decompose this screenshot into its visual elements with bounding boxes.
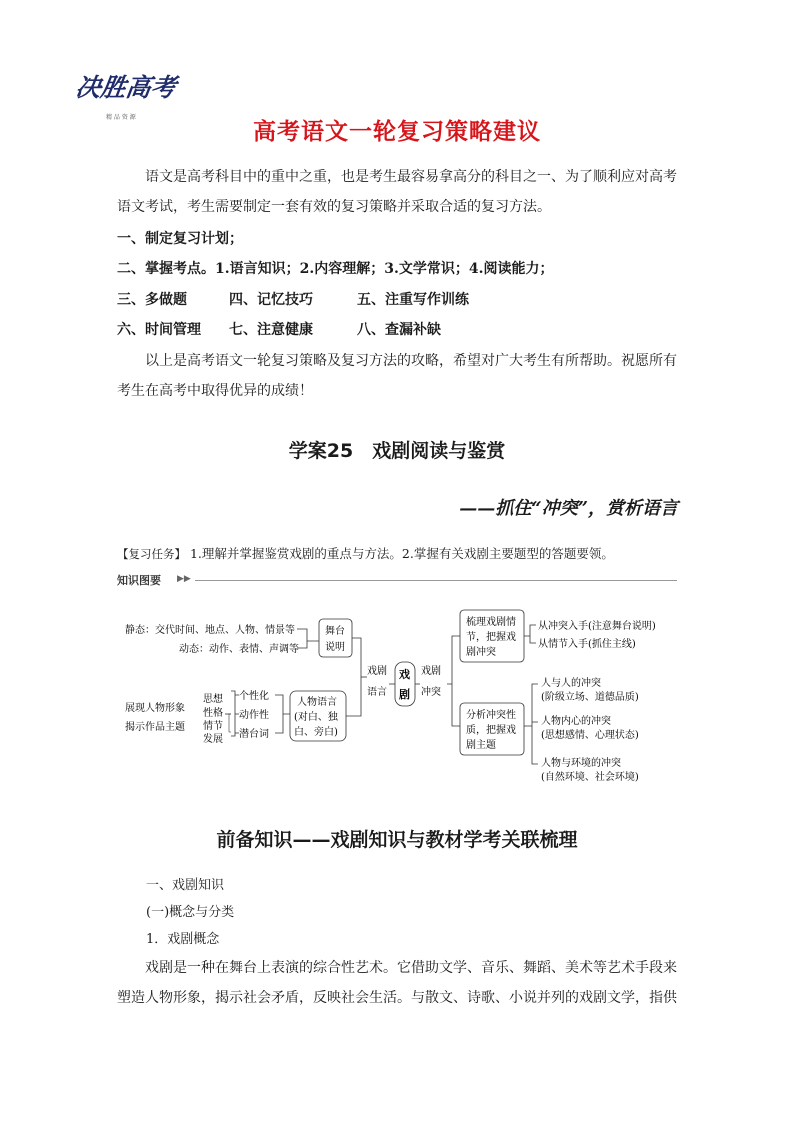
plot-2: 节，把握戏: [466, 632, 516, 643]
list-item-5: 五、注重写作训练: [357, 292, 469, 308]
plot-leaf-2: 从情节入手(抓住主线): [538, 639, 636, 650]
prep-title: 前备知识——戏剧知识与教材学考关联梳理: [216, 829, 578, 851]
dlang-1: 戏剧: [367, 666, 387, 677]
thought-2: 性格: [203, 708, 223, 719]
knowledge-map-label: 知识图要: [117, 574, 161, 587]
page-title: 高考语文一轮复习策略建议: [253, 119, 541, 145]
center-1: 戏: [399, 668, 410, 681]
list-item-8: 八、查漏补缺: [357, 322, 441, 338]
stage-label-1: 舞台: [325, 626, 345, 637]
prep-heading-2: (一)概念与分类: [146, 905, 235, 920]
analyze-2: 质，把握戏: [466, 725, 516, 736]
prep-heading-1: 一、戏剧知识: [146, 878, 225, 893]
conf-leaf-1: 人与人的冲突: [541, 678, 601, 689]
plot-3: 剧冲突: [466, 647, 496, 658]
trait-3: 潜台词: [239, 729, 269, 740]
stage-label-2: 说明: [325, 642, 345, 653]
dlang-2: 语言: [367, 687, 387, 698]
prep-heading-3: 1．戏剧概念: [146, 932, 220, 947]
static-text: 静态：交代时间、地点、人物、情景等: [125, 625, 295, 636]
lang-1: 人物语言: [297, 697, 337, 708]
lang-3: 白、旁白): [294, 727, 338, 738]
conf-leaf-3: 人物与环境的冲突: [541, 758, 621, 769]
list-item-4: 四、记忆技巧: [229, 292, 313, 308]
drama-mindmap: [117, 598, 687, 798]
prep-paragraph: 戏剧是一种在舞台上表演的综合性艺术。它借助文学、音乐、舞蹈、美术等艺术手段来塑造人物形象，揭示社会矛盾，反映社会生活。与散文、诗歌、小说并列的戏剧文学，指供: [117, 960, 677, 1006]
divider: [195, 580, 677, 581]
trait-2: 动作性: [239, 710, 269, 721]
list-row-3: [117, 290, 469, 310]
logo-subtext: 精 品 资 源: [106, 114, 136, 121]
list-item-3: 三、多做题: [117, 292, 187, 308]
conf-leaf-2-sub: (思想感情、心理状态): [541, 730, 639, 741]
thought-1: 思想: [203, 694, 223, 705]
section-title: 学案25 戏剧阅读与鉴赏: [288, 440, 506, 462]
conf-leaf-2: 人物内心的冲突: [541, 716, 611, 727]
lang-2: (对白、独: [294, 712, 338, 723]
trait-1: 个性化: [239, 691, 269, 702]
list-item-2: 二、掌握考点。1.语言知识；2.内容理解；3.文学常识；4.阅读能力；: [117, 261, 554, 277]
review-task: [117, 544, 614, 562]
center-2: 剧: [399, 688, 410, 701]
dynamic-text: 动态：动作、表情、声调等: [179, 644, 299, 655]
dconf-2: 冲突: [421, 687, 441, 698]
thought-3: 情节: [203, 721, 223, 732]
char-text-2: 揭示作品主题: [125, 722, 185, 733]
thought-4: 发展: [203, 734, 223, 745]
plot-1: 梳理戏剧情: [466, 617, 516, 628]
conf-leaf-1-sub: (阶级立场、道德品质): [541, 692, 639, 703]
outro-paragraph: 以上是高考语文一轮复习策略及复习方法的攻略，希望对广大考生有所帮助。祝愿所有考生在高考中取得优异的成绩！: [117, 353, 677, 399]
task-text: 1.理解并掌握鉴赏戏剧的重点与方法。2.掌握有关戏剧主要题型的答题要领。: [189, 546, 614, 561]
char-text-1: 展现人物形象: [125, 703, 185, 714]
task-label: 【复习任务】: [117, 547, 186, 561]
list-item-6: 六、时间管理: [117, 322, 201, 338]
section-subtitle: ——抓住“冲突”，赏析语言: [459, 498, 678, 519]
list-item-1: 一、制定复习计划；: [117, 231, 243, 247]
plot-leaf-1: 从冲突入手(注意舞台说明): [538, 621, 656, 632]
analyze-3: 剧主题: [466, 740, 496, 751]
conf-leaf-3-sub: (自然环境、社会环境): [541, 772, 639, 783]
list-item-7: 七、注意健康: [229, 322, 313, 338]
logo-text: 决胜高考: [73, 73, 178, 102]
analyze-1: 分析冲突性: [466, 710, 516, 721]
intro-paragraph: 语文是高考科目中的重中之重，也是考生最容易拿高分的科目之一、为了顺利应对高考语文考试，考生需要制定一套有效的复习策略并采取合适的复习方法。: [117, 169, 677, 215]
dconf-1: 戏剧: [421, 666, 441, 677]
arrow-icon: ▶▶: [177, 574, 191, 584]
knowledge-map-bar: [117, 570, 677, 590]
list-row-4: [117, 320, 441, 340]
